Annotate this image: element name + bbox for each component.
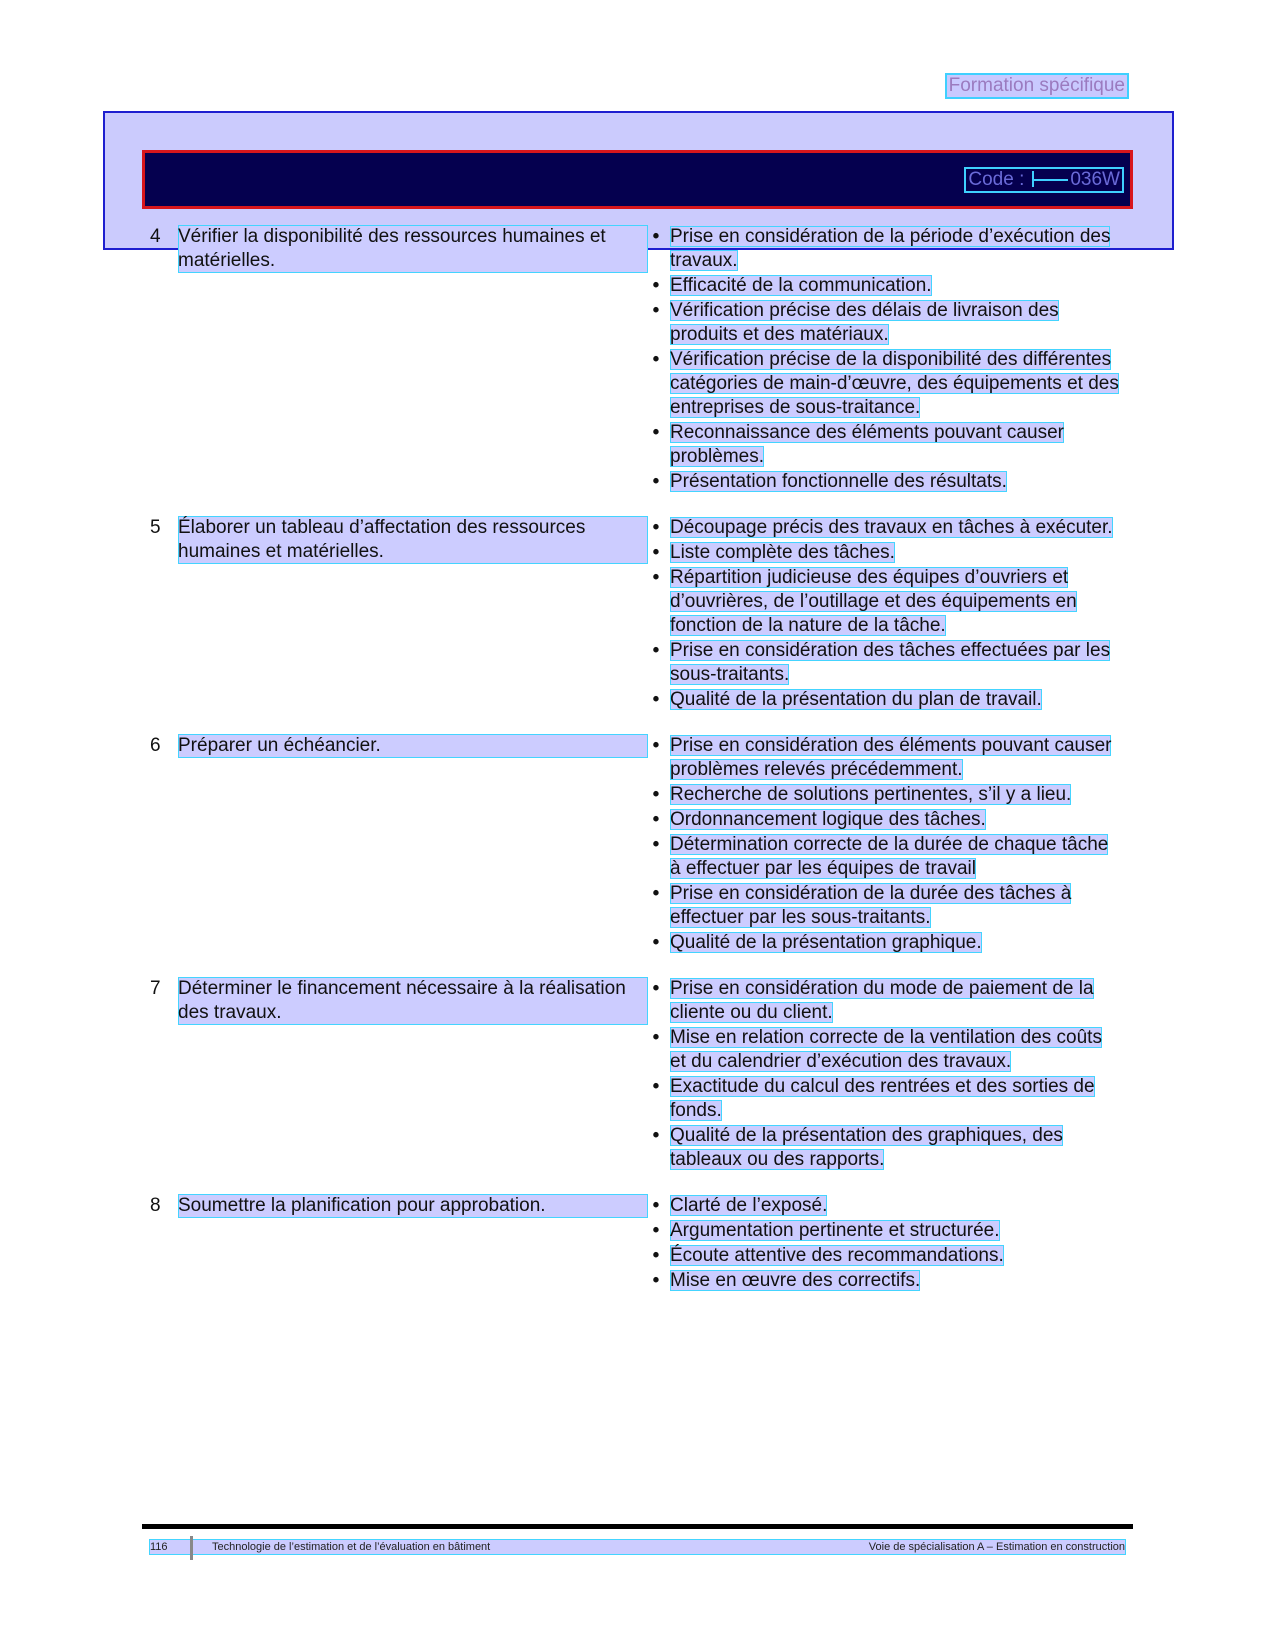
criteria-text: Recherche de solutions pertinentes, s’il y a lieu. xyxy=(670,784,1072,805)
bullet-icon: • xyxy=(652,834,660,855)
task-text: Soumettre la planification pour approbation. xyxy=(178,1194,648,1218)
task-text: Vérifier la disponibilité des ressources humaines et matérielles. xyxy=(178,225,648,273)
criteria-item xyxy=(648,1026,1120,1074)
bullet-icon: • xyxy=(652,784,660,805)
code-separator xyxy=(1032,179,1068,181)
criteria-text: Détermination correcte de la durée de chaque tâche à effectuer par les équipes de travail xyxy=(670,834,1109,879)
criteria-text: Exactitude du calcul des rentrées et des sorties de fonds. xyxy=(670,1076,1095,1121)
bullet-icon: • xyxy=(652,689,660,710)
criteria-text: Prise en considération des éléments pouvant causer problèmes relevés précédemment. xyxy=(670,735,1112,780)
criteria-list xyxy=(648,225,1120,495)
bullet-icon: • xyxy=(652,735,660,756)
criteria-item xyxy=(648,808,1120,832)
code-field xyxy=(966,169,1122,191)
criteria-text: Ordonnancement logique des tâches. xyxy=(670,809,986,830)
task-cell xyxy=(150,1194,648,1294)
criteria-text: Mise en œuvre des correctifs. xyxy=(670,1270,921,1291)
code-label: Code : xyxy=(968,169,1025,190)
criteria-text: Présentation fonctionnelle des résultats. xyxy=(670,471,1007,492)
criteria-text: Prise en considération de la période d’exécution des travaux. xyxy=(670,226,1111,271)
criteria-item xyxy=(648,882,1120,930)
bullet-icon: • xyxy=(652,542,660,563)
criteria-text: Découpage précis des travaux en tâches à exécuter. xyxy=(670,517,1113,538)
criteria-item xyxy=(648,977,1120,1025)
bullet-icon: • xyxy=(652,1220,660,1241)
task-text: Élaborer un tableau d’affectation des ressources humaines et matérielles. xyxy=(178,516,648,564)
footer-title: Technologie de l’estimation et de l’évaluation en bâtiment xyxy=(212,1541,491,1553)
criteria-item xyxy=(648,931,1120,955)
task-cell xyxy=(150,516,648,713)
footer-specialization: Voie de spécialisation A – Estimation en construction xyxy=(868,1541,1125,1553)
task-number: 7 xyxy=(150,978,161,999)
criteria-item xyxy=(648,1124,1120,1172)
criteria-text: Prise en considération de la durée des tâches à effectuer par les sous-traitants. xyxy=(670,883,1072,928)
table-row xyxy=(150,1194,1120,1294)
criteria-item xyxy=(648,833,1120,881)
criteria-text: Prise en considération des tâches effectuées par les sous-traitants. xyxy=(670,640,1111,685)
criteria-item xyxy=(648,1219,1120,1243)
bullet-icon: • xyxy=(652,300,660,321)
criteria-item xyxy=(648,1269,1120,1293)
criteria-text: Liste complète des tâches. xyxy=(670,542,895,563)
bullet-icon: • xyxy=(652,1245,660,1266)
table-row xyxy=(150,225,1120,495)
criteria-item xyxy=(648,348,1120,420)
criteria-list xyxy=(648,516,1120,713)
title-banner xyxy=(142,150,1133,209)
criteria-item xyxy=(648,566,1120,638)
bullet-icon: • xyxy=(652,1125,660,1146)
criteria-item xyxy=(648,783,1120,807)
bullet-icon: • xyxy=(652,567,660,588)
criteria-item xyxy=(648,516,1120,540)
criteria-text: Prise en considération du mode de paiement de la cliente ou du client. xyxy=(670,978,1094,1023)
criteria-item xyxy=(648,688,1120,712)
criteria-list xyxy=(648,977,1120,1173)
bullet-icon: • xyxy=(652,1195,660,1216)
bullet-icon: • xyxy=(652,226,660,247)
bullet-icon: • xyxy=(652,471,660,492)
task-text: Déterminer le financement nécessaire à la réalisation des travaux. xyxy=(178,977,648,1025)
page-footer xyxy=(150,1540,1125,1554)
criteria-text: Reconnaissance des éléments pouvant causer problèmes. xyxy=(670,422,1064,467)
task-number: 6 xyxy=(150,735,161,756)
criteria-item xyxy=(648,639,1120,687)
bullet-icon: • xyxy=(652,275,660,296)
task-number: 8 xyxy=(150,1195,161,1216)
criteria-item xyxy=(648,1194,1120,1218)
bullet-icon: • xyxy=(652,1270,660,1291)
criteria-list xyxy=(648,1194,1120,1294)
bullet-icon: • xyxy=(652,1027,660,1048)
footer-rule xyxy=(142,1524,1133,1529)
bullet-icon: • xyxy=(652,640,660,661)
task-criteria-table xyxy=(150,225,1120,1294)
criteria-item xyxy=(648,225,1120,273)
criteria-text: Vérification précise de la disponibilité des différentes catégories de main-d’œuvre, des équipements et des entreprises de sous-traitance. xyxy=(670,349,1119,418)
page-number: 116 xyxy=(150,1541,168,1553)
bullet-icon: • xyxy=(652,517,660,538)
bullet-icon: • xyxy=(652,932,660,953)
task-number: 4 xyxy=(150,226,161,247)
criteria-text: Qualité de la présentation graphique. xyxy=(670,932,982,953)
table-row xyxy=(150,977,1120,1173)
criteria-text: Qualité de la présentation des graphiques, des tableaux ou des rapports. xyxy=(670,1125,1063,1170)
criteria-item xyxy=(648,421,1120,469)
task-text: Préparer un échéancier. xyxy=(178,734,648,758)
bullet-icon: • xyxy=(652,422,660,443)
criteria-item xyxy=(648,274,1120,298)
table-row xyxy=(150,516,1120,713)
criteria-text: Clarté de l’exposé. xyxy=(670,1195,828,1216)
task-cell xyxy=(150,977,648,1173)
criteria-item xyxy=(648,1244,1120,1268)
code-value: 036W xyxy=(1070,169,1120,190)
criteria-text: Efficacité de la communication. xyxy=(670,275,932,296)
criteria-text: Qualité de la présentation du plan de travail. xyxy=(670,689,1042,710)
task-number: 5 xyxy=(150,517,161,538)
criteria-text: Argumentation pertinente et structurée. xyxy=(670,1220,1000,1241)
criteria-text: Répartition judicieuse des équipes d’ouvriers et d’ouvrières, de l’outillage et des équipements en fonction de la nature de la tâche. xyxy=(670,567,1077,636)
criteria-list xyxy=(648,734,1120,956)
criteria-text: Vérification précise des délais de livraison des produits et des matériaux. xyxy=(670,300,1059,345)
criteria-item xyxy=(648,734,1120,782)
bullet-icon: • xyxy=(652,349,660,370)
criteria-item xyxy=(648,1075,1120,1123)
bullet-icon: • xyxy=(652,809,660,830)
footer-divider xyxy=(190,1536,193,1560)
bullet-icon: • xyxy=(652,978,660,999)
task-cell xyxy=(150,734,648,956)
bullet-icon: • xyxy=(652,883,660,904)
criteria-text: Mise en relation correcte de la ventilation des coûts et du calendrier d’exécution des travaux. xyxy=(670,1027,1102,1072)
criteria-text: Écoute attentive des recommandations. xyxy=(670,1245,1004,1266)
table-row xyxy=(150,734,1120,956)
task-cell xyxy=(150,225,648,495)
criteria-item xyxy=(648,299,1120,347)
criteria-item xyxy=(648,541,1120,565)
bullet-icon: • xyxy=(652,1076,660,1097)
criteria-item xyxy=(648,470,1120,494)
section-label: Formation spécifique xyxy=(948,75,1125,96)
